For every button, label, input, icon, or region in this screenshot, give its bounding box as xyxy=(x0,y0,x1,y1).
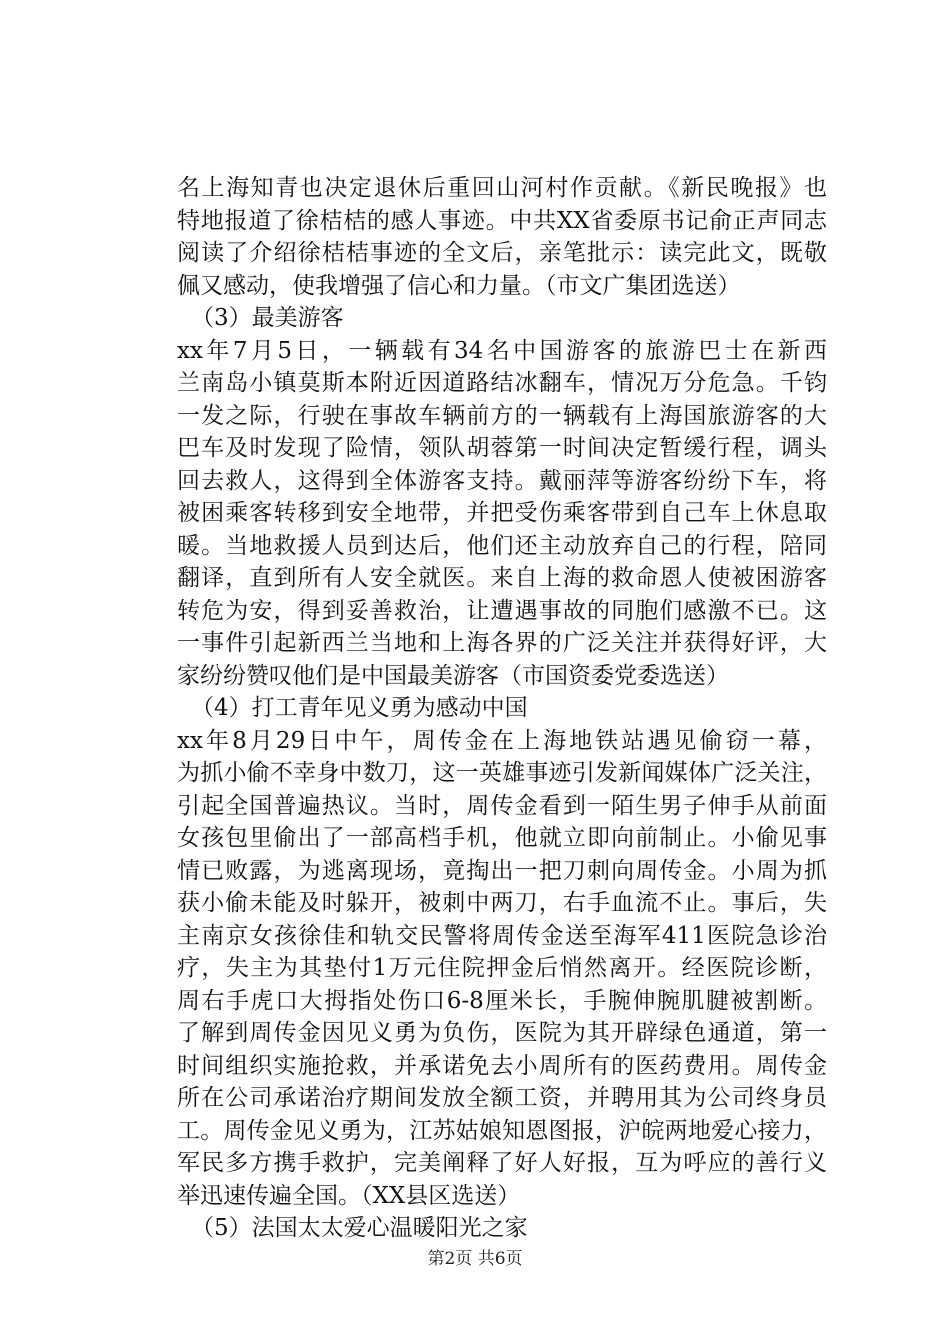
text-line: 巴车及时发现了险情，领队胡蓉第一时间决定暂缓行程，调头 xyxy=(177,435,827,461)
text-line: 阅读了介绍徐桔桔事迹的全文后，亲笔批示：读完此文，既敬 xyxy=(177,240,827,266)
text-line: 了解到周传金因见义勇为负伤，医院为其开辟绿色通道，第一 xyxy=(177,1020,827,1046)
text-line: 引起全国普遍热议。当时，周传金看到一陌生男子伸手从前面 xyxy=(177,792,827,819)
text-line: 兰南岛小镇莫斯本附近因道路结冰翻车，情况万分危急。千钧 xyxy=(177,370,827,396)
section-heading-5: （5）法国太太爱心温暖阳光之家 xyxy=(191,1215,528,1241)
section-heading-4: （4）打工青年见义勇为感动中国 xyxy=(191,695,528,721)
text-line: 女孩包里偷出了一部高档手机，他就立即向前制止。小偷见事 xyxy=(177,825,827,851)
text-line: 获小偷未能及时躲开，被刺中两刀，右手血流不止。事后，失 xyxy=(177,890,827,916)
body-text xyxy=(177,172,827,1245)
text-line: 为抓小偷不幸身中数刀，这一英雄事迹引发新闻媒体广泛关注， xyxy=(177,760,827,786)
text-line: 一事件引起新西兰当地和上海各界的广泛关注并获得好评，大 xyxy=(177,630,827,656)
text-line: 转危为安，得到妥善救治，让遭遇事故的同胞们感激不已。这 xyxy=(177,597,827,624)
text-line: 所在公司承诺治疗期间发放全额工资，并聘用其为公司终身员 xyxy=(177,1085,827,1111)
text-line: 特地报道了徐桔桔的感人事迹。中共XX省委原书记俞正声同志 xyxy=(177,207,827,234)
text-line: 家纷纷赞叹他们是中国最美游客（市国资委党委选送） xyxy=(177,662,729,689)
text-line: 情已败露，为逃离现场，竟掏出一把刀刺向周传金。小周为抓 xyxy=(177,857,827,884)
text-line: 疗，失主为其垫付1万元住院押金后悄然离开。经医院诊断， xyxy=(177,955,827,981)
text-line: 名上海知青也决定退休后重回山河村作贡献。《新民晚报》也 xyxy=(177,175,827,201)
text-line: 翻译，直到所有人安全就医。来自上海的救命恩人使被困游客 xyxy=(177,565,827,591)
text-line: 主南京女孩徐佳和轨交民警将周传金送至海军411医院急诊治 xyxy=(177,922,827,949)
text-line: 周右手虎口大拇指处伤口6-8厘米长，手腕伸腕肌腱被割断。 xyxy=(177,987,827,1014)
text-line: 一发之际，行驶在事故车辆前方的一辆载有上海国旅游客的大 xyxy=(177,402,827,429)
text-line: xx年8月29日中午，周传金在上海地铁站遇见偷窃一幕， xyxy=(177,727,827,754)
text-line: 工。周传金见义勇为，江苏姑娘知恩图报，沪皖两地爱心接力， xyxy=(177,1117,827,1144)
text-line: 暖。当地救援人员到达后，他们还主动放弃自己的行程，陪同 xyxy=(177,532,827,559)
page-number: 第2页 共6页 xyxy=(427,1249,523,1269)
text-line: 时间组织实施抢救，并承诺免去小周所有的医药费用。周传金 xyxy=(177,1052,827,1079)
section-heading-3: （3）最美游客 xyxy=(191,305,344,331)
text-line: 佩又感动，使我增强了信心和力量。（市文广集团选送） xyxy=(177,272,741,299)
text-line: 被困乘客转移到安全地带，并把受伤乘客带到自己车上休息取 xyxy=(177,500,827,526)
text-line: 军民多方携手救护，完美阐释了好人好报，互为呼应的善行义 xyxy=(177,1150,827,1176)
text-line: xx年7月5日，一辆载有34名中国游客的旅游巴士在新西 xyxy=(177,337,827,364)
text-line: 回去救人，这得到全体游客支持。戴丽萍等游客纷纷下车，将 xyxy=(177,467,827,494)
page-footer xyxy=(0,1244,950,1269)
text-line: 举迅速传遍全国。（XX县区选送） xyxy=(177,1182,521,1209)
